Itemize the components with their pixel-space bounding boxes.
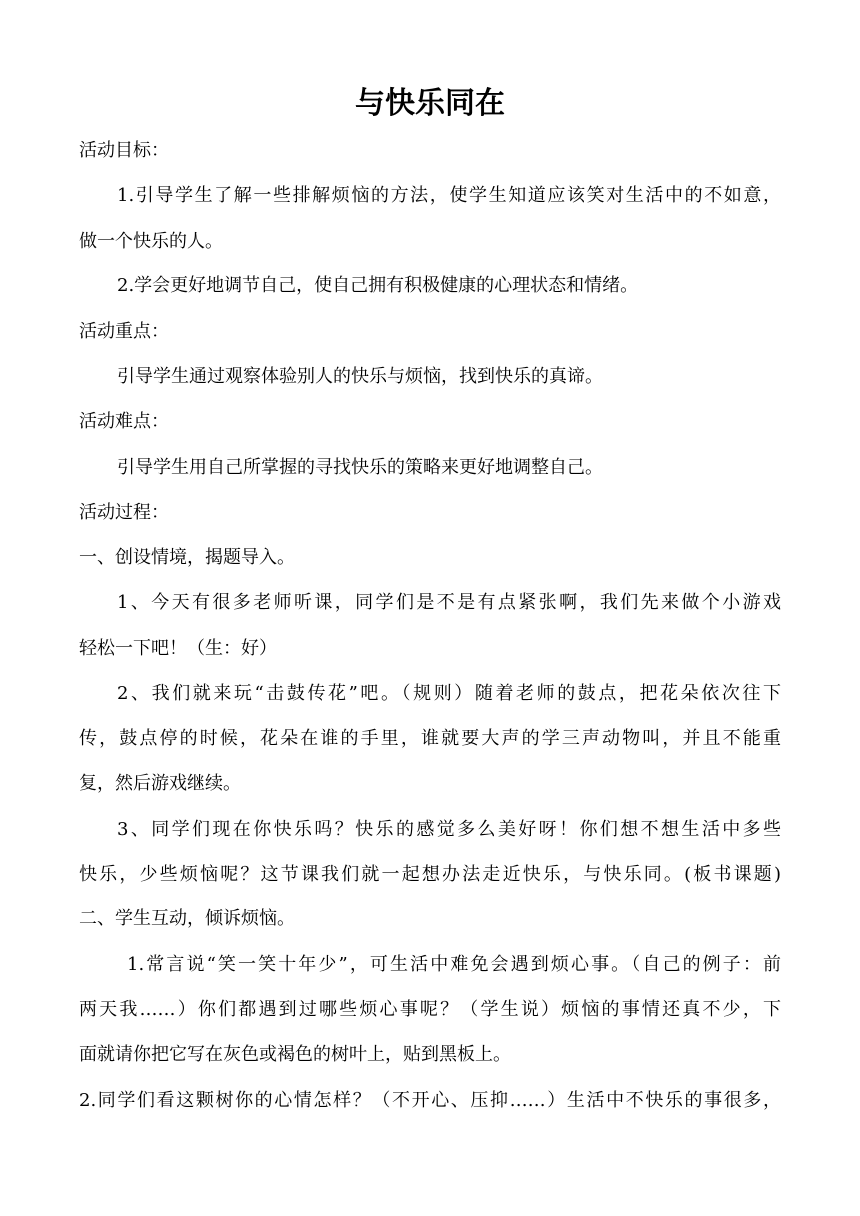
paragraph-line: 2.同学们看这颗树你的心情怎样？（不开心、压抑……）生活中不快乐的事很多， (79, 1090, 781, 1111)
paragraph-line: 复，然后游戏继续。 (79, 773, 241, 794)
paragraph-line: 传，鼓点停的时候，花朵在谁的手里，谁就要大声的学三声动物叫，并且不能重 (79, 728, 781, 749)
paragraph-line: 引导学生用自己所掌握的寻找快乐的策略来更好地调整自己。 (117, 457, 603, 478)
paragraph-line: 1.常言说“笑一笑十年少”，可生活中难免会遇到烦心事。（自己的例子：前 (127, 954, 781, 975)
paragraph-line: 2、我们就来玩“击鼓传花”吧。（规则）随着老师的鼓点，把花朵依次往下 (117, 683, 781, 704)
section-heading-one: 一、创设情境，揭题导入。 (79, 547, 295, 568)
paragraph-line: 快乐，少些烦恼呢？这节课我们就一起想办法走近快乐，与快乐同。(板书课题) (79, 864, 781, 885)
section-heading-two: 二、学生互动，倾诉烦恼。 (79, 908, 295, 929)
paragraph-line: 1、今天有很多老师听课，同学们是不是有点紧张啊，我们先来做个小游戏 (117, 592, 781, 613)
paragraph-line: 轻松一下吧！（生：好） (79, 638, 277, 659)
heading-activity-difficulty: 活动难点： (79, 411, 169, 432)
paragraph-line: 面就请你把它写在灰色或褐色的树叶上，贴到黑板上。 (79, 1044, 511, 1065)
paragraph-line: 两天我……）你们都遇到过哪些烦心事呢？（学生说）烦恼的事情还真不少，下 (79, 999, 781, 1020)
paragraph-line: 1.引导学生了解一些排解烦恼的方法，使学生知道应该笑对生活中的不如意， (117, 185, 781, 206)
heading-activity-goals: 活动目标： (79, 140, 169, 161)
paragraph-line: 2.学会更好地调节自己，使自己拥有积极健康的心理状态和情绪。 (117, 275, 639, 296)
document-title: 与快乐同在 (355, 86, 505, 121)
paragraph-line: 3、同学们现在你快乐吗？快乐的感觉多么美好呀！你们想不想生活中多些 (117, 819, 781, 840)
paragraph-line: 做一个快乐的人。 (79, 231, 223, 252)
heading-activity-process: 活动过程： (79, 502, 169, 523)
heading-activity-key-point: 活动重点： (79, 321, 169, 342)
paragraph-line: 引导学生通过观察体验别人的快乐与烦恼，找到快乐的真谛。 (117, 366, 603, 387)
